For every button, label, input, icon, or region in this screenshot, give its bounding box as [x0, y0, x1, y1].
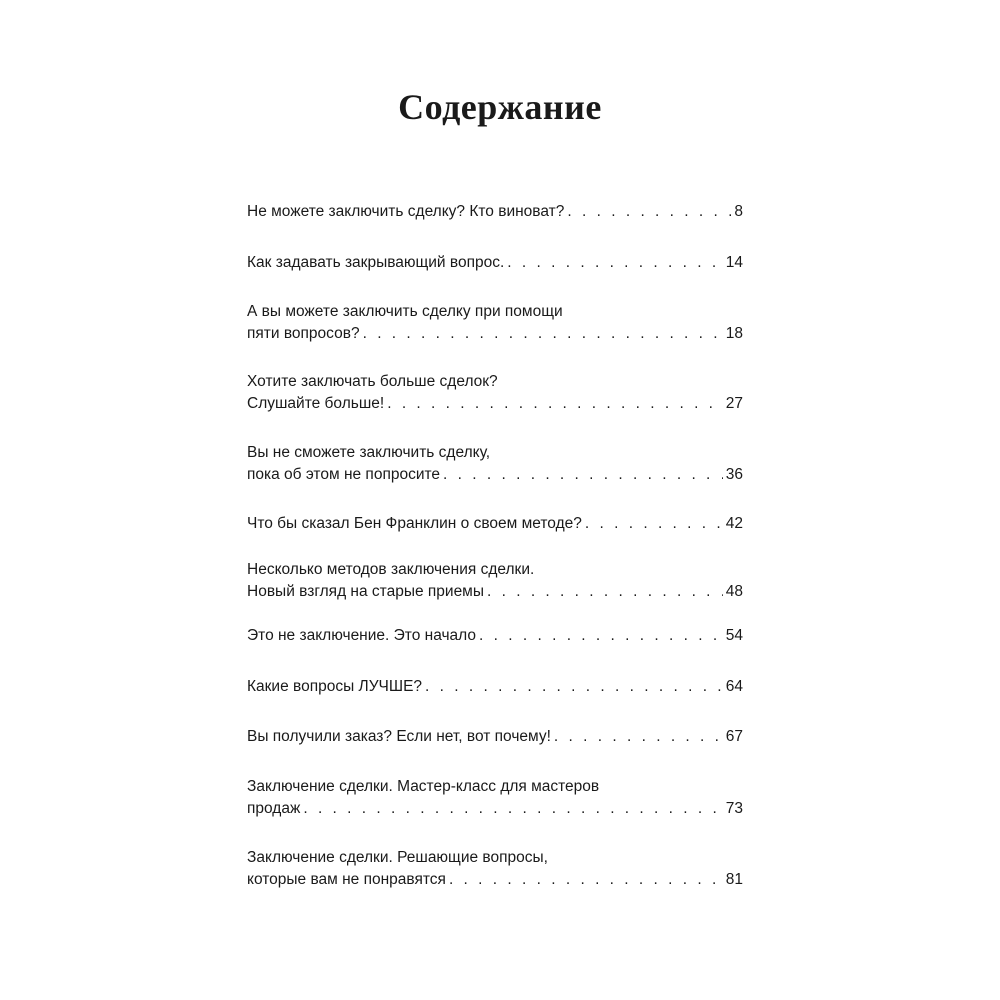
toc-entry-line: [247, 869, 743, 891]
toc-entry-line: [247, 559, 743, 581]
toc-entry[interactable]: [247, 201, 743, 223]
toc-entry-line: [247, 252, 743, 274]
toc-entry-line: [247, 301, 743, 323]
toc-entry-page: 73: [725, 800, 743, 817]
toc-entry[interactable]: [247, 847, 743, 891]
toc-entry[interactable]: [247, 726, 743, 748]
toc-entry-line: [247, 371, 743, 393]
toc-entry-page: 48: [725, 583, 743, 600]
toc-entry[interactable]: [247, 513, 743, 535]
toc-entry-line: [247, 513, 743, 535]
dot-leader: [425, 676, 723, 698]
toc-entry[interactable]: [247, 776, 743, 820]
toc-entry-title-continued: пока об этом не попросите: [247, 466, 441, 483]
toc-entry-line: [247, 464, 743, 486]
toc-entry-title-continued: продаж: [247, 800, 301, 817]
toc-entry-line: [247, 393, 743, 415]
dot-leader: [303, 798, 722, 820]
toc-entry-title: Хотите заключать больше сделок?: [247, 373, 498, 390]
toc-entry-line: [247, 442, 743, 464]
toc-entry[interactable]: [247, 625, 743, 647]
dot-leader: [479, 625, 723, 647]
toc-entry-title-continued: Слушайте больше!: [247, 395, 385, 412]
toc-entry-title: Как задавать закрывающий вопрос.: [247, 254, 505, 271]
toc-entry-page: 54: [725, 627, 743, 644]
dot-leader: [487, 581, 723, 603]
toc-entry-title-continued: которые вам не понравятся: [247, 871, 446, 888]
toc-entry-line: [247, 847, 743, 869]
toc-entry-line: [247, 726, 743, 748]
dot-leader: [554, 726, 723, 748]
toc-entry[interactable]: [247, 371, 743, 415]
dot-leader: [567, 201, 731, 223]
page-title: Содержание: [398, 87, 602, 127]
toc-entry-page: 8: [734, 203, 743, 220]
toc-entry-line: [247, 625, 743, 647]
toc-entry-page: 27: [725, 395, 743, 412]
toc-entry-title-continued: пяти вопросов?: [247, 325, 360, 342]
dot-leader: [443, 464, 723, 486]
toc-entry-title: А вы можете заключить сделку при помощи: [247, 303, 563, 320]
dot-leader: [363, 323, 723, 345]
toc-entry-title: Заключение сделки. Мастер-класс для мастеров: [247, 778, 600, 795]
toc-entry-title-continued: Новый взгляд на старые приемы: [247, 583, 484, 600]
toc-entry-page: 42: [725, 515, 743, 532]
dot-leader: [585, 513, 723, 535]
toc-entry-page: 67: [725, 728, 743, 745]
toc-entry-page: 81: [725, 871, 743, 888]
toc-entry[interactable]: [247, 559, 743, 603]
toc-entry-title: Вы получили заказ? Если нет, вот почему!: [247, 728, 551, 745]
toc-entry-page: 64: [725, 678, 743, 695]
toc-entry-page: 18: [725, 325, 743, 342]
toc-entry-line: [247, 201, 743, 223]
toc-entry-line: [247, 323, 743, 345]
toc-entry-line: [247, 798, 743, 820]
toc-entry-page: 14: [725, 254, 743, 271]
toc-entry-title: Это не заключение. Это начало: [247, 627, 477, 644]
toc-entry-title: Заключение сделки. Решающие вопросы,: [247, 849, 548, 866]
toc-entry[interactable]: [247, 252, 743, 274]
dot-leader: [449, 869, 723, 891]
toc-entry[interactable]: [247, 676, 743, 698]
dot-leader: [507, 252, 722, 274]
toc-entry[interactable]: [247, 442, 743, 486]
toc-entry-title: Что бы сказал Бен Франклин о своем методе?: [247, 515, 582, 532]
toc-entry-page: 36: [725, 466, 743, 483]
toc-entry-title: Какие вопросы ЛУЧШЕ?: [247, 678, 423, 695]
dot-leader: [387, 393, 723, 415]
toc-entry-line: [247, 676, 743, 698]
toc-entry-line: [247, 776, 743, 798]
toc-entry-title: Несколько методов заключения сделки.: [247, 561, 535, 578]
toc-entry-title: Не можете заключить сделку? Кто виноват?: [247, 203, 565, 220]
toc-entry-line: [247, 581, 743, 603]
toc-entry[interactable]: [247, 301, 743, 345]
toc-entry-title: Вы не сможете заключить сделку,: [247, 444, 491, 461]
